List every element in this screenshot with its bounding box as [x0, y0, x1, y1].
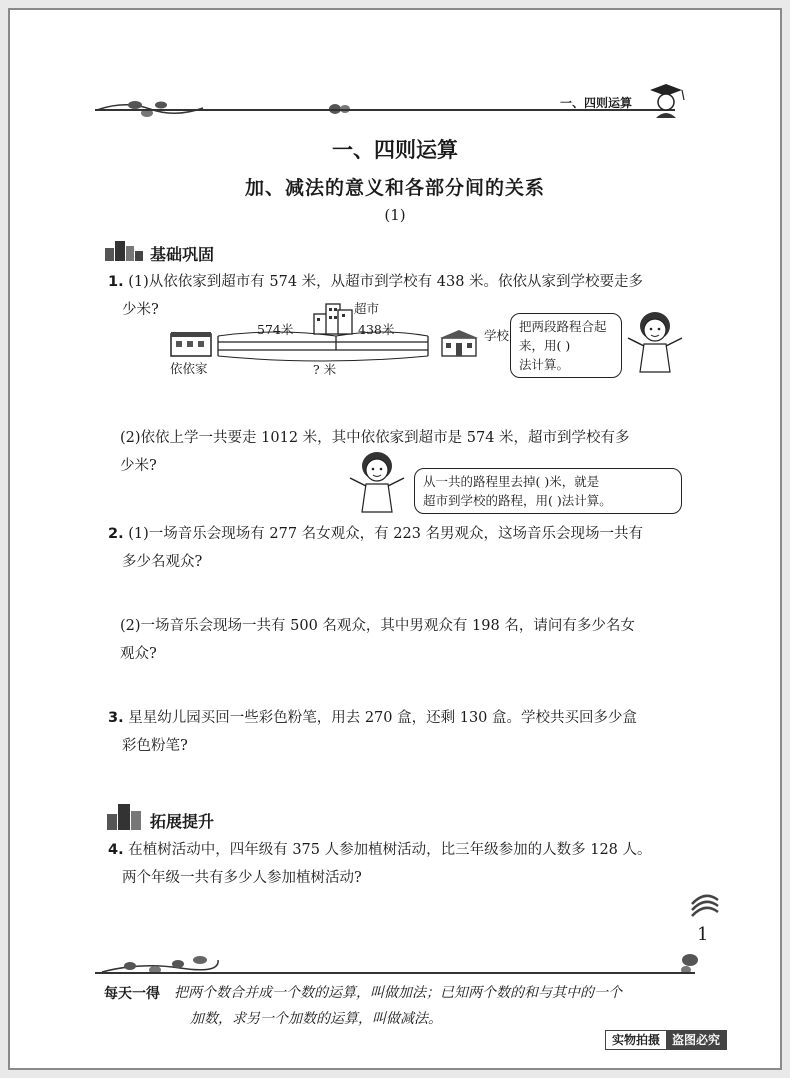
hint-bubble-2	[414, 468, 682, 514]
store-label: 超市	[354, 301, 380, 316]
stamp-left-text: 实物拍摄	[606, 1031, 666, 1049]
hint-text: 法计算。	[519, 357, 570, 372]
footer-rule	[95, 972, 695, 974]
hint-bubble-1	[510, 313, 622, 378]
segment-label-home-store: 574米	[257, 322, 294, 337]
question-2-part-1	[108, 520, 698, 576]
lesson-part: (1)	[384, 206, 406, 224]
question-text: 观众?	[120, 646, 157, 662]
question-text: 少米?	[122, 302, 159, 318]
girl-character-icon	[346, 448, 408, 516]
stacked-blocks-icon	[103, 802, 145, 832]
stamp-right-text: 盗图必究	[666, 1031, 726, 1049]
daily-tip-label: 每天一得	[104, 986, 160, 1002]
question-2-part-2	[120, 612, 710, 668]
question-text: (1)从依依家到超市有 574 米，从超市到学校有 438 米。依依从家到学校要走多	[128, 274, 644, 290]
question-text: 彩色粉笔?	[122, 738, 188, 754]
hint-text: 超市到学校的路程，用( )法计算。	[423, 493, 612, 508]
segment-label-store-school: 438米	[358, 322, 395, 337]
student-graduate-icon	[642, 80, 688, 120]
watermark-stamp	[605, 1030, 727, 1050]
section-heading-basics: 基础巩固	[150, 245, 215, 264]
hint-text: 从一共的路程里去掉( )米，就是	[423, 474, 600, 489]
lesson-title: 加、减法的意义和各部分间的关系	[244, 177, 545, 199]
question-number: 3.	[108, 710, 124, 726]
question-4	[108, 836, 698, 892]
tip-line: 把两个数合并成一个数的运算，叫做加法；已知两个数的和与其中的一个	[174, 985, 622, 1001]
school-label: 学校	[484, 328, 510, 343]
school-icon	[436, 328, 482, 358]
question-3	[108, 704, 698, 760]
hint-text: 把两段路程合起	[519, 319, 607, 334]
question-text: 多少名观众?	[122, 554, 203, 570]
question-text: (2)依依上学一共要走 1012 米，其中依依家到超市是 574 米，超市到学校有多	[120, 430, 630, 446]
page-number: 1	[697, 924, 709, 945]
question-text: (2)一场音乐会现场一共有 500 名观众，其中男观众有 198 名，请问有多少名女	[120, 618, 635, 634]
question-number: 1.	[108, 274, 124, 290]
section-heading-extension: 拓展提升	[150, 812, 215, 831]
supermarket-icon	[312, 300, 354, 338]
question-text: 两个年级一共有多少人参加植树活动?	[122, 870, 362, 886]
question-number: 2.	[108, 526, 124, 542]
tip-line: 加数，求另一个加数的运算，叫做减法。	[190, 1011, 442, 1027]
house-icon	[168, 330, 214, 358]
question-text: 星星幼儿园买回一些彩色粉笔，用去 270 盒，还剩 130 盒。学校共买回多少盒	[128, 710, 638, 726]
question-number: 4.	[108, 842, 124, 858]
home-label: 依依家	[170, 361, 208, 376]
chapter-label: 一、四则运算	[560, 96, 633, 110]
question-text: 在植树活动中，四年级有 375 人参加植树活动，比三年级参加的人数多 128 人。	[128, 842, 652, 858]
daily-tip-text	[174, 980, 734, 1032]
question-text: 少米?	[120, 458, 157, 474]
hint-text: 来，用( )	[519, 338, 571, 353]
question-text: (1)一场音乐会现场有 277 名女观众，有 223 名男观众，这场音乐会现场一共有	[128, 526, 644, 542]
total-distance-label: ? 米	[313, 362, 337, 377]
girl-character-icon	[624, 308, 686, 376]
swirl-ornament-icon	[688, 888, 722, 922]
building-blocks-icon	[103, 238, 145, 262]
unit-title: 一、四则运算	[332, 138, 458, 162]
